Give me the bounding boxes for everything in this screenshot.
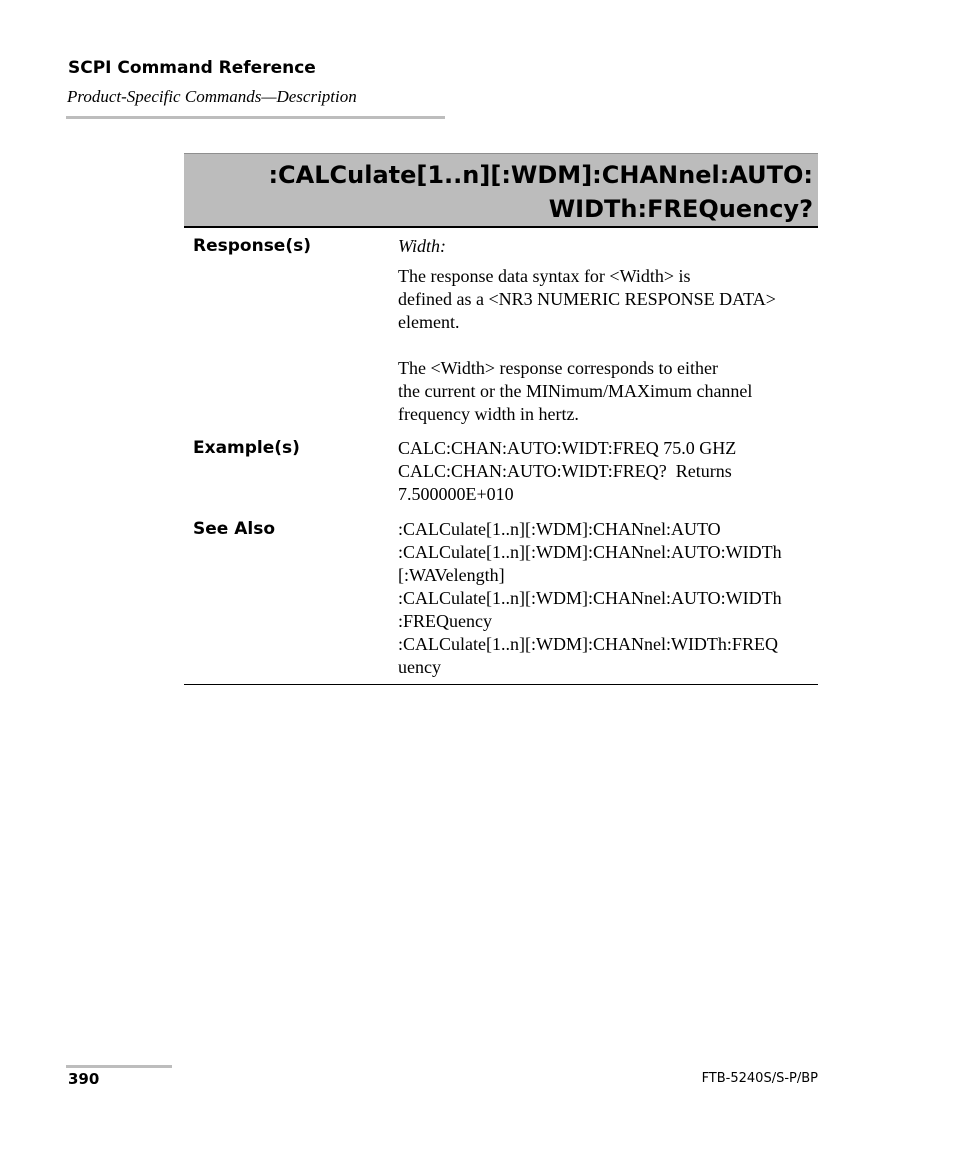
command-title-line-1: :CALCulate[1..n][:WDM]:CHANnel:AUTO: (268, 161, 813, 189)
section-subtitle: Product-Specific Commands—Description (67, 87, 357, 106)
response-syntax: The response data syntax for <Width> is defined as a <NR3 NUMERIC RESPONSE DATA> element. (398, 266, 776, 332)
section-title: SCPI Command Reference (68, 58, 316, 78)
page-number: 390 (68, 1070, 100, 1088)
product-name: FTB-5240S/S-P/BP (701, 1071, 818, 1086)
response-label: Response(s) (193, 236, 311, 256)
command-title-box (184, 153, 818, 228)
example-value (398, 437, 818, 506)
command-title-line-2: WIDTh:FREQuency? (548, 195, 813, 223)
see-also-value (398, 518, 818, 679)
header-divider (66, 116, 445, 119)
see-also-lines: :CALCulate[1..n][:WDM]:CHANnel:AUTO :CALCulate[1..n][:WDM]:CHANnel:AUTO:WIDTh [:WAVelength] :CALCulate[1..n][:WDM]:CHANnel:AUTO:WIDTh :FREQuency :CALCulate[1..n][:WDM]:CHANnel:WIDTh:FREQ uency (398, 519, 782, 677)
table-bottom-rule (184, 684, 818, 685)
example-label: Example(s) (193, 438, 300, 458)
command-title (268, 158, 813, 226)
footer-divider (66, 1065, 172, 1068)
example-lines: CALC:CHAN:AUTO:WIDT:FREQ 75.0 GHZ CALC:CHAN:AUTO:WIDT:FREQ? Returns 7.500000E+010 (398, 438, 737, 504)
response-value (398, 235, 818, 426)
see-also-label: See Also (193, 519, 276, 539)
response-type: Width: (398, 236, 446, 256)
response-description: The <Width> response corresponds to either the current or the MINimum/MAXimum channel frequency width in hertz. (398, 358, 753, 424)
